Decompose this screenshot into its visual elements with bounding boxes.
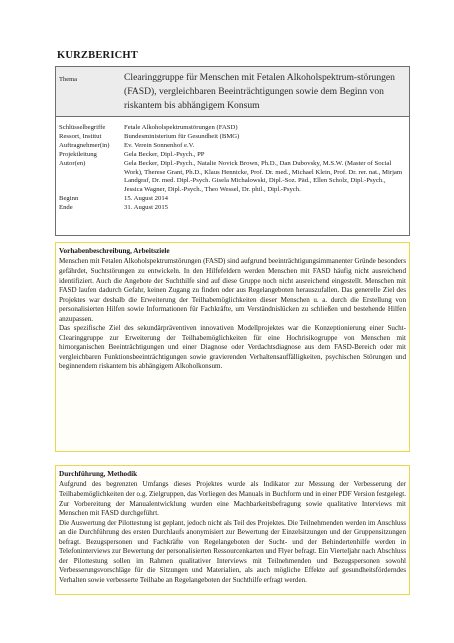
- metadata-table: [55, 66, 410, 236]
- meta-value: Gela Becker, Dipl.-Psych., Natalie Novick Brown, Ph.D., Dan Dubovsky, M.S.W. (Master of Social Work), Therese Grant, Ph.D., Klaus Hennicke, Prof. Dr. med., Michael Klein, Prof. Dr. rer. nat., Mirjam Landgraf, Dr. med. Dipl.-Psych. Gisela Michalowski, Dipl.-Soz. Päd., Ellen Scholz, Dipl.-Psych., Jessica Wagner, Dipl.-Psych., Theo Wessel, Dr. phil., Dipl.-Psych.: [124, 159, 403, 194]
- meta-row-end: [56, 204, 409, 213]
- meta-key: Autor(en): [59, 159, 86, 167]
- theme-row: [56, 67, 409, 117]
- meta-value: 31. August 2015: [124, 204, 169, 212]
- meta-key: Projektleitung: [59, 150, 97, 158]
- meta-value: 15. August 2014: [124, 195, 169, 203]
- meta-key: Schlüsselbegriffe: [59, 124, 106, 131]
- theme-label: Thema: [59, 76, 78, 83]
- meta-key: Beginn: [59, 195, 79, 203]
- section-project-description: [55, 242, 410, 452]
- meta-key: Ende: [59, 204, 73, 212]
- meta-row-start: [56, 195, 409, 204]
- meta-value: Bundesministerium für Gesundheit (BMG): [124, 132, 240, 140]
- section-heading: Durchführung, Methodik: [59, 470, 138, 478]
- section-paragraph: Das spezifische Ziel des sekundärpräventiven innovativen Modellprojektes war die Konzeptionierung einer Sucht-Clearinggruppe zur Erweiterung der Teilhabemöglichkeiten für eine Hochrisikogruppe von Menschen mit hirnorganischen Beeinträchtigungen und einer Diagnose oder Verdachtsdiagnose aus dem FASD-Bereich oder mit vergleichbaren Funktionsbeeinträchtigungen sowie gravierenden Verhaltensauffälligkeiten, psychischen Störungen und beginnendem riskantem bis abhängigem Alkoholkonsum.: [59, 324, 406, 371]
- meta-value: Gela Becker, Dipl.-Psych., PP: [124, 150, 205, 158]
- meta-key: Auftragnehmer(in): [59, 141, 110, 149]
- meta-row-contractor: [56, 142, 409, 151]
- meta-value: Ev. Verein Sonnenhof e.V.: [124, 141, 195, 149]
- section-paragraph: Menschen mit Fetalen Alkoholspektrumstörungen (FASD) sind aufgrund beeinträchtigungsimmanenter Gründe besonders gefährdet, Suchtstörungen zu entwickeln. In den Hilfefeldern werden Menschen mit FASD häufig nicht ausreichend identifiziert. Auch die Angebote der Suchthilfe sind auf diese Gruppe noch nicht ausreichend eingestellt. Menschen mit FASD laufen dadurch Gefahr, keinen Zugang zu finden oder aus Regelangeboten herauszufallen. Das generelle Ziel des Projektes war deshalb die Erweiterung der Teilhabemöglichkeiten dieser Menschen u. a. durch die Erstellung von personalisierten Hilfen sowie Informationen für Fachkräfte, um Verständnislücken zu schließen und bestehende Hilfen anzupassen.: [59, 257, 406, 323]
- metadata-rows: [56, 124, 409, 213]
- section-paragraph: Aufgrund des begrenzten Umfangs dieses Projektes wurde als Indikator zur Messung der Verbesserung der Teilhabemöglichkeiten der o.g. Zielgruppen, das Vorliegen des Manuals in Buchform und in einer PDF Version festgelegt. Zur Vorbereitung der Manualentwicklung wurden eine Machbarkeitsbefragung sowie qualitative Interviews mit Menschen mit FASD durchgeführt.: [59, 480, 406, 518]
- section-paragraph: Die Auswertung der Pilottestung ist geplant, jedoch nicht als Teil des Projektes. Die Teilnehmenden werden im Anschluss an die Durchführung des ersten Durchlaufs anonymisiert zur Bewertung der Einzelsitzungen und der Gruppensitzungen befragt. Bezugspersonen und Fachkräfte von Regelangeboten der Sucht- und der Behindertenhilfe werden in Telefoninterviews zur Bewertung der personalisierten Ressourcenkarten und Flyer befragt. Ein Vierteljahr nach Abschluss der Pilottestung sollen im Rahmen qualitativer Interviews mit Teilnehmenden und Bezugspersonen sowohl Verbesserungsvorschläge für die Sitzungen und Materialien, als auch mögliche Effekte auf gesundheitsförderndes Verhalten sowie verbesserte Teilhabe an Regelangeboten der Suchthilfe erfragt werden.: [59, 518, 406, 584]
- meta-row-department: [56, 133, 409, 142]
- meta-value: Fetale Alkoholspektrumstörungen (FASD): [124, 124, 238, 131]
- meta-row-keywords: [56, 124, 409, 133]
- section-methodology: [55, 465, 410, 595]
- theme-text: Clearinggruppe für Menschen mit Fetalen Alkoholspektrum-störungen (FASD), vergleichbaren Beeinträchtigungen sowie dem Beginn von riskantem bis abhängigem Konsum: [124, 72, 395, 111]
- meta-key: Ressort, Institut: [59, 132, 102, 140]
- meta-row-authors: [56, 160, 409, 196]
- section-heading: Vorhabenbeschreibung, Arbeitsziele: [59, 247, 170, 255]
- report-title: KURZBERICHT: [57, 50, 138, 61]
- meta-row-project-lead: [56, 151, 409, 160]
